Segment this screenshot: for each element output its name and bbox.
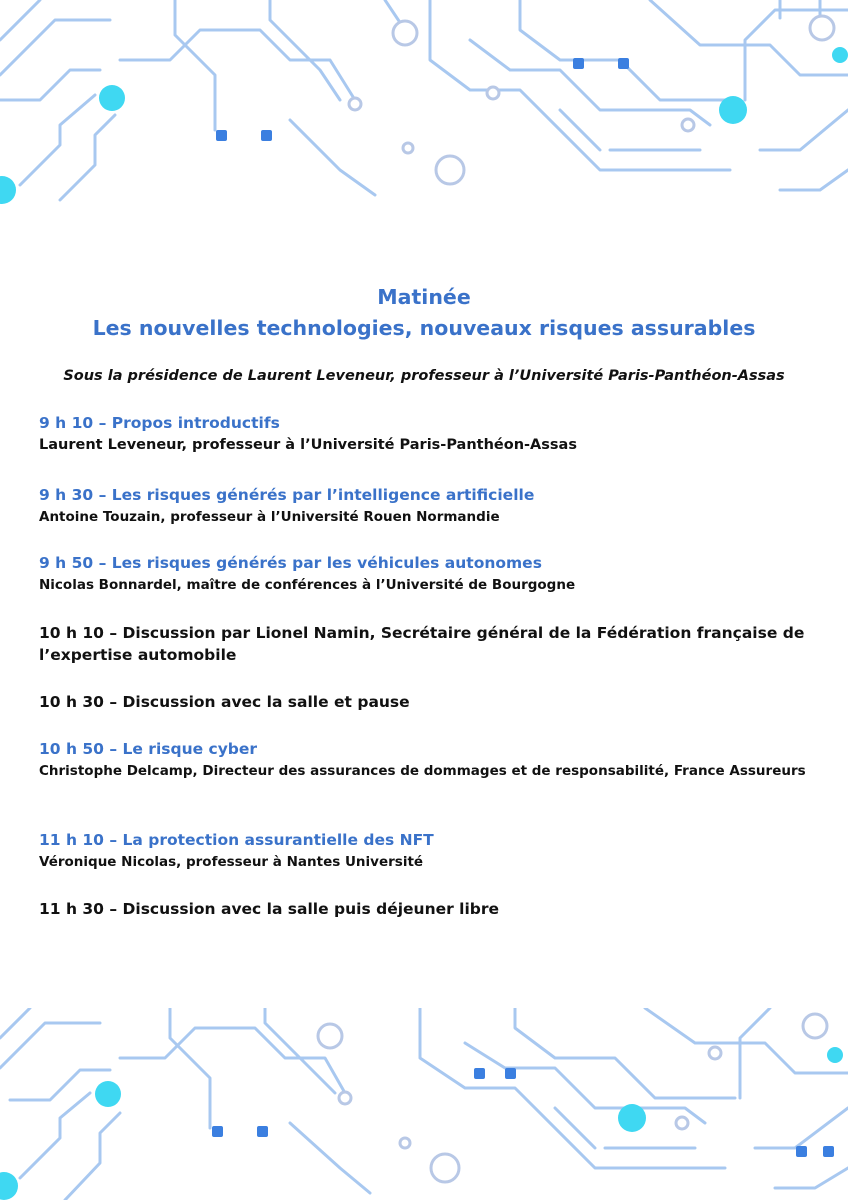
circuit-board-decoration-bottom	[0, 1008, 848, 1200]
program-item	[39, 829, 819, 873]
program-item	[39, 552, 819, 596]
program-item-title: 9 h 10 – Propos introductifs	[39, 414, 280, 432]
program-item	[39, 622, 819, 666]
chair-statement: Sous la présidence de Laurent Leveneur, professeur à l’Université Paris-Panthéon-Assas	[63, 368, 785, 384]
program-item-title: 10 h 50 – Le risque cyber	[39, 740, 258, 758]
heading-line-2: Les nouvelles technologies, nouveaux risques assurables	[92, 316, 756, 340]
program-item-speaker: Nicolas Bonnardel, maître de conférences à l’Université de Bourgogne	[39, 577, 576, 593]
program-item	[39, 691, 819, 713]
program-item-title: 10 h 30 – Discussion avec la salle et pause	[39, 693, 410, 711]
program-item-speaker: Véronique Nicolas, professeur à Nantes Université	[39, 854, 424, 870]
program-item-title: 9 h 30 – Les risques générés par l’intelligence artificielle	[39, 486, 535, 504]
program-item-title: 9 h 50 – Les risques générés par les véhicules autonomes	[39, 554, 542, 572]
program-item-speaker: Christophe Delcamp, Directeur des assurances de dommages et de responsabilité, France Assureurs	[39, 763, 806, 779]
program-item-title: 11 h 30 – Discussion avec la salle puis déjeuner libre	[39, 900, 500, 918]
program-item-speaker: Antoine Touzain, professeur à l’Université Rouen Normandie	[39, 509, 500, 525]
program-item	[39, 484, 819, 528]
heading-line-1: Matinée	[377, 285, 471, 309]
session-heading	[0, 282, 848, 344]
program-item	[39, 412, 819, 456]
circuit-board-decoration-top	[0, 0, 848, 205]
program-item	[39, 738, 819, 782]
program-item-title: 11 h 10 – La protection assurantielle des NFT	[39, 831, 434, 849]
program-item-speaker: Laurent Leveneur, professeur à l’Université Paris-Panthéon-Assas	[39, 437, 577, 453]
program-item-title: 10 h 10 – Discussion par Lionel Namin, Secrétaire général de la Fédération française de l’expertise automobile	[39, 624, 805, 664]
program-item	[39, 898, 819, 920]
